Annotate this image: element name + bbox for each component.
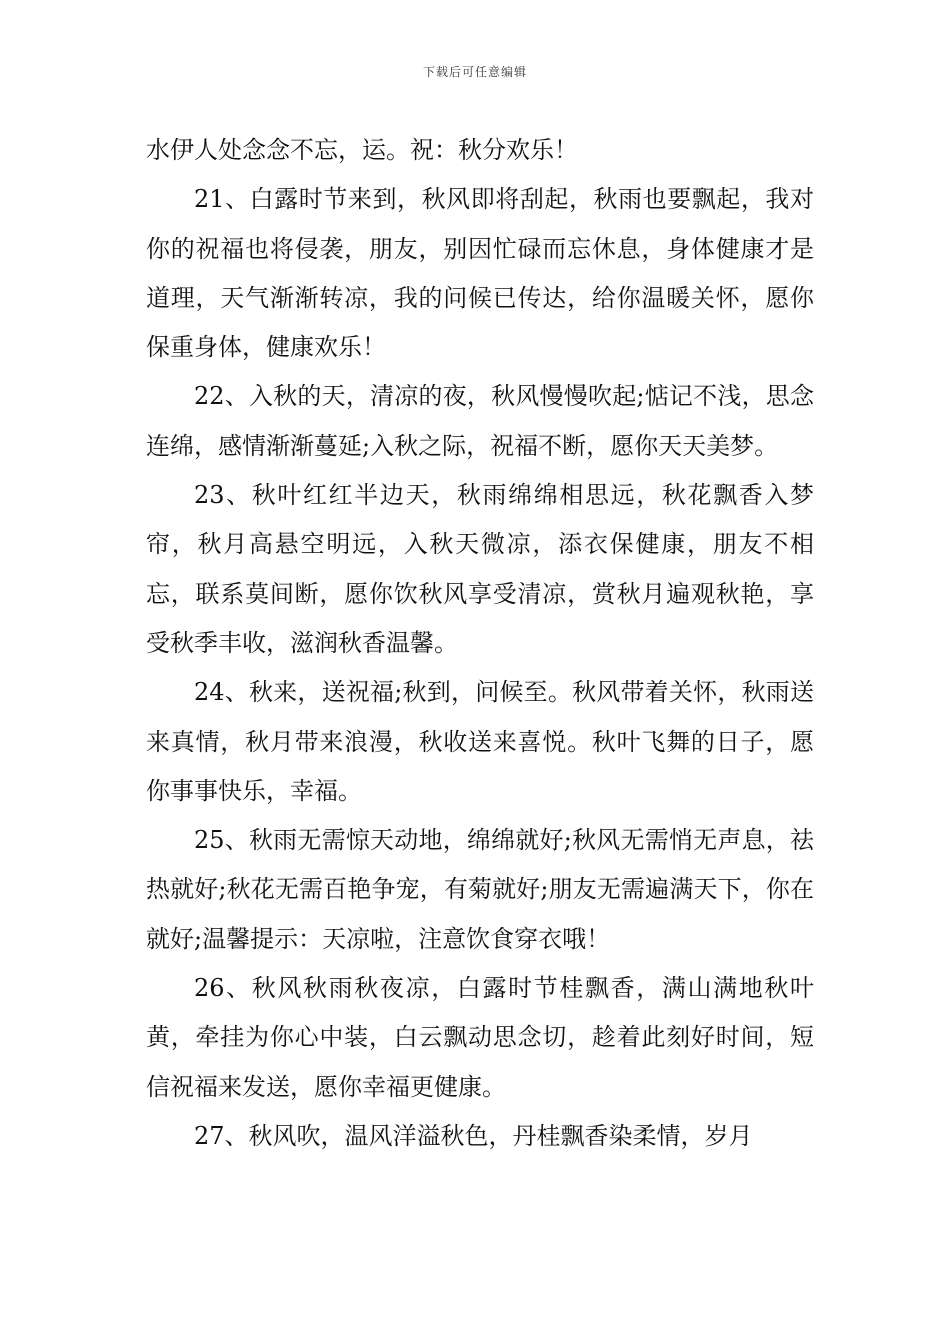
- paragraph-22: 22、入秋的天，清凉的夜，秋风慢慢吹起;惦记不浅，思念连绵，感情渐渐蔓延;入秋之际，祝福不断，愿你天天美梦。: [146, 382, 814, 460]
- paragraph-27: 27、秋风吹，温风洋溢秋色，丹桂飘香染柔情，岁月: [194, 1121, 753, 1150]
- paragraph-25: 25、秋雨无需惊天动地，绵绵就好;秋风无需悄无声息，祛热就好;秋花无需百艳争宠，有菊就好;朋友无需遍满天下，你在就好;温馨提示：天凉啦，注意饮食穿衣哦！: [146, 826, 814, 953]
- paragraph-26: 26、秋风秋雨秋夜凉，白露时节桂飘香，满山满地秋叶黄，牵挂为你心中装，白云飘动思念切，趁着此刻好时间，短信祝福来发送，愿你幸福更健康。: [146, 974, 814, 1101]
- paragraph-continuation: 水伊人处念念不忘，运。祝：秋分欢乐！: [146, 136, 578, 164]
- page-header-note: 下载后可任意编辑: [422, 65, 527, 79]
- paragraph-21: 21、白露时节来到，秋风即将刮起，秋雨也要飘起，我对你的祝福也将侵袭，朋友，别因忙碌而忘休息，身体健康才是道理，天气渐渐转凉，我的问候已传达，给你温暖关怀，愿你保重身体，健康欢乐！: [146, 185, 814, 362]
- paragraph-23: 23、秋叶红红半边天，秋雨绵绵相思远，秋花飘香入梦帘，秋月高悬空明远，入秋天微凉，添衣保健康，朋友不相忘，联系莫间断，愿你饮秋风享受清凉，赏秋月遍观秋艳，享受秋季丰收，滋润秋香温馨。: [146, 481, 814, 657]
- document-body: [146, 126, 814, 1161]
- paragraph-24: 24、秋来，送祝福;秋到，问候至。秋风带着关怀，秋雨送来真情，秋月带来浪漫，秋收送来喜悦。秋叶飞舞的日子，愿你事事快乐，幸福。: [146, 678, 814, 805]
